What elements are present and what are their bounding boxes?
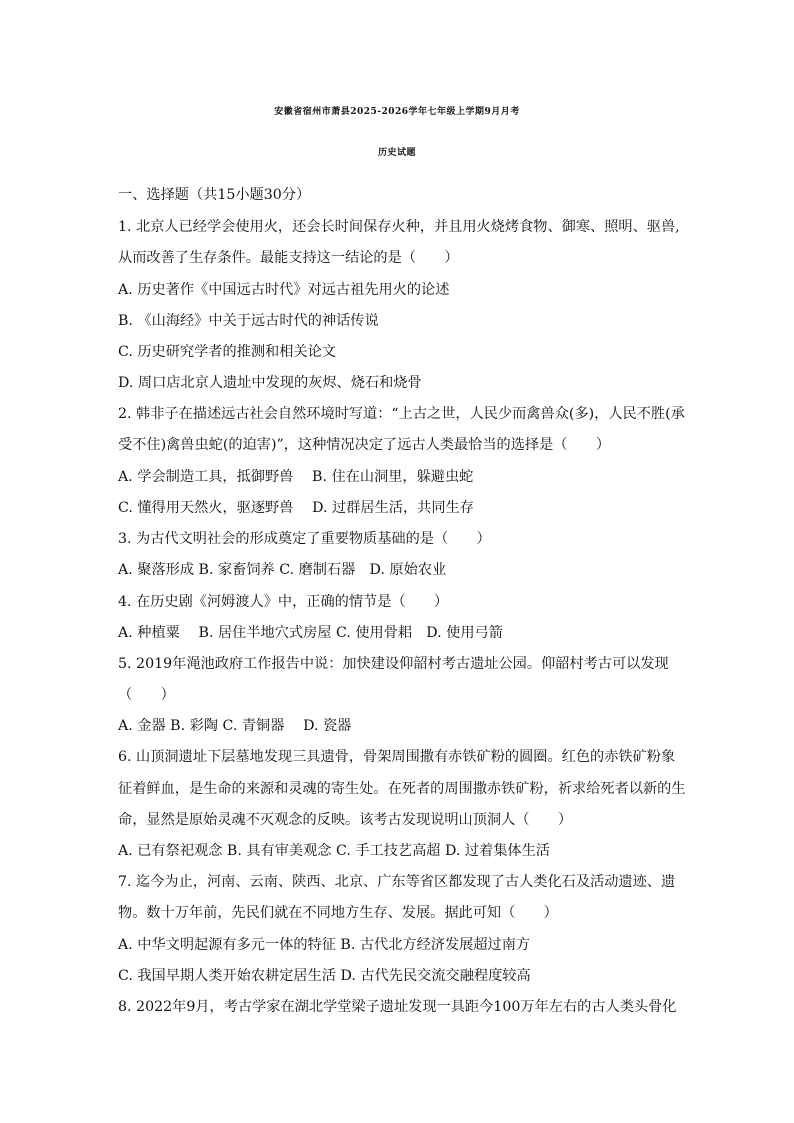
question-5-options: A. 金器 B. 彩陶 C. 青铜器 D. 瓷器 — [118, 718, 352, 734]
page-subtitle: 历史试题 — [377, 148, 416, 158]
question-4-line-1: 4. 在历史剧《河姆渡人》中，正确的情节是（ ） — [118, 594, 449, 610]
question-1-option-a: A. 历史著作《中国远古时代》对远古祖先用火的论述 — [118, 282, 450, 298]
question-1-option-d: D. 周口店北京人遗址中发现的灰烬、烧石和烧骨 — [118, 375, 422, 391]
question-7-options-row-1: A. 中华文明起源有多元一体的特征 B. 古代北方经济发展超过南方 — [118, 937, 531, 953]
question-3-line-1: 3. 为古代文明社会的形成奠定了重要物质基础的是（ ） — [118, 531, 491, 547]
question-7-line-1: 7. 迄今为止，河南、云南、陕西、北京、广东等省区都发现了古人类化石及活动遗迹、遗 — [118, 874, 676, 890]
question-8-line-1: 8. 2022年9月，考古学家在湖北学堂梁子遗址发现一具距今100万年左右的古人类头骨化 — [118, 999, 677, 1015]
page-title: 安徽省宿州市萧县2025-2026学年七年级上学期9月月考 — [274, 107, 520, 117]
question-1-line-2: 从而改善了生存条件。最能支持这一结论的是（ ） — [118, 250, 459, 266]
question-1-line-1: 1. 北京人已经学会使用火，还会长时间保存火种，并且用火烧烤食物、御寒、照明、驱兽, — [118, 219, 680, 235]
question-6-options: A. 已有祭祀观念 B. 具有审美观念 C. 手工技艺高超 D. 过着集体生活 — [118, 843, 550, 859]
question-2-line-2: 受不住)禽兽虫蛇(的迫害)”，这种情况决定了远古人类最恰当的选择是（ ） — [118, 437, 611, 453]
question-3-options: A. 聚落形成 B. 家畜饲养 C. 磨制石器 D. 原始农业 — [118, 562, 447, 578]
question-6-line-1: 6. 山顶洞遗址下层墓地发现三具遗骨，骨架周围撒有赤铁矿粉的圆圈。红色的赤铁矿粉象 — [118, 749, 676, 765]
question-1-option-c: C. 历史研究学者的推测和相关论文 — [118, 344, 336, 360]
question-6-line-2: 征着鲜血，是生命的来源和灵魂的寄生处。在死者的周围撒赤铁矿粉，祈求给死者以新的生 — [118, 781, 686, 797]
question-2-line-1: 2. 韩非子在描述远古社会自然环境时写道：“上古之世，人民少而禽兽众(多)，人民不胜(承 — [118, 406, 685, 422]
section-heading: 一、选择题（共15小题30分） — [118, 187, 311, 203]
question-5-line-2: （ ） — [118, 687, 175, 703]
question-2-options-row-2: C. 懂得用天然火，驱逐野兽 D. 过群居生活，共同生存 — [118, 500, 474, 516]
question-6-line-3: 命，显然是原始灵魂不灭观念的反映。该考古发现说明山顶洞人（ ） — [118, 812, 573, 828]
question-7-options-row-2: C. 我国早期人类开始农耕定居生活 D. 古代先民交流交融程度较高 — [118, 968, 531, 984]
question-4-options: A. 种植粟 B. 居住半地穴式房屋 C. 使用骨耜 D. 使用弓箭 — [118, 625, 503, 641]
question-5-line-1: 5. 2019年渑池政府工作报告中说：加快建设仰韶村考古遗址公园。仰韶村考古可以发现 — [118, 656, 669, 672]
question-1-option-b: B. 《山海经》中关于远古时代的神话传说 — [118, 313, 379, 329]
question-7-line-2: 物。数十万年前，先民们就在不同地方生存、发展。据此可知（ ） — [118, 905, 558, 921]
question-2-options-row-1: A. 学会制造工具，抵御野兽 B. 住在山洞里，躲避虫蛇 — [118, 469, 474, 485]
